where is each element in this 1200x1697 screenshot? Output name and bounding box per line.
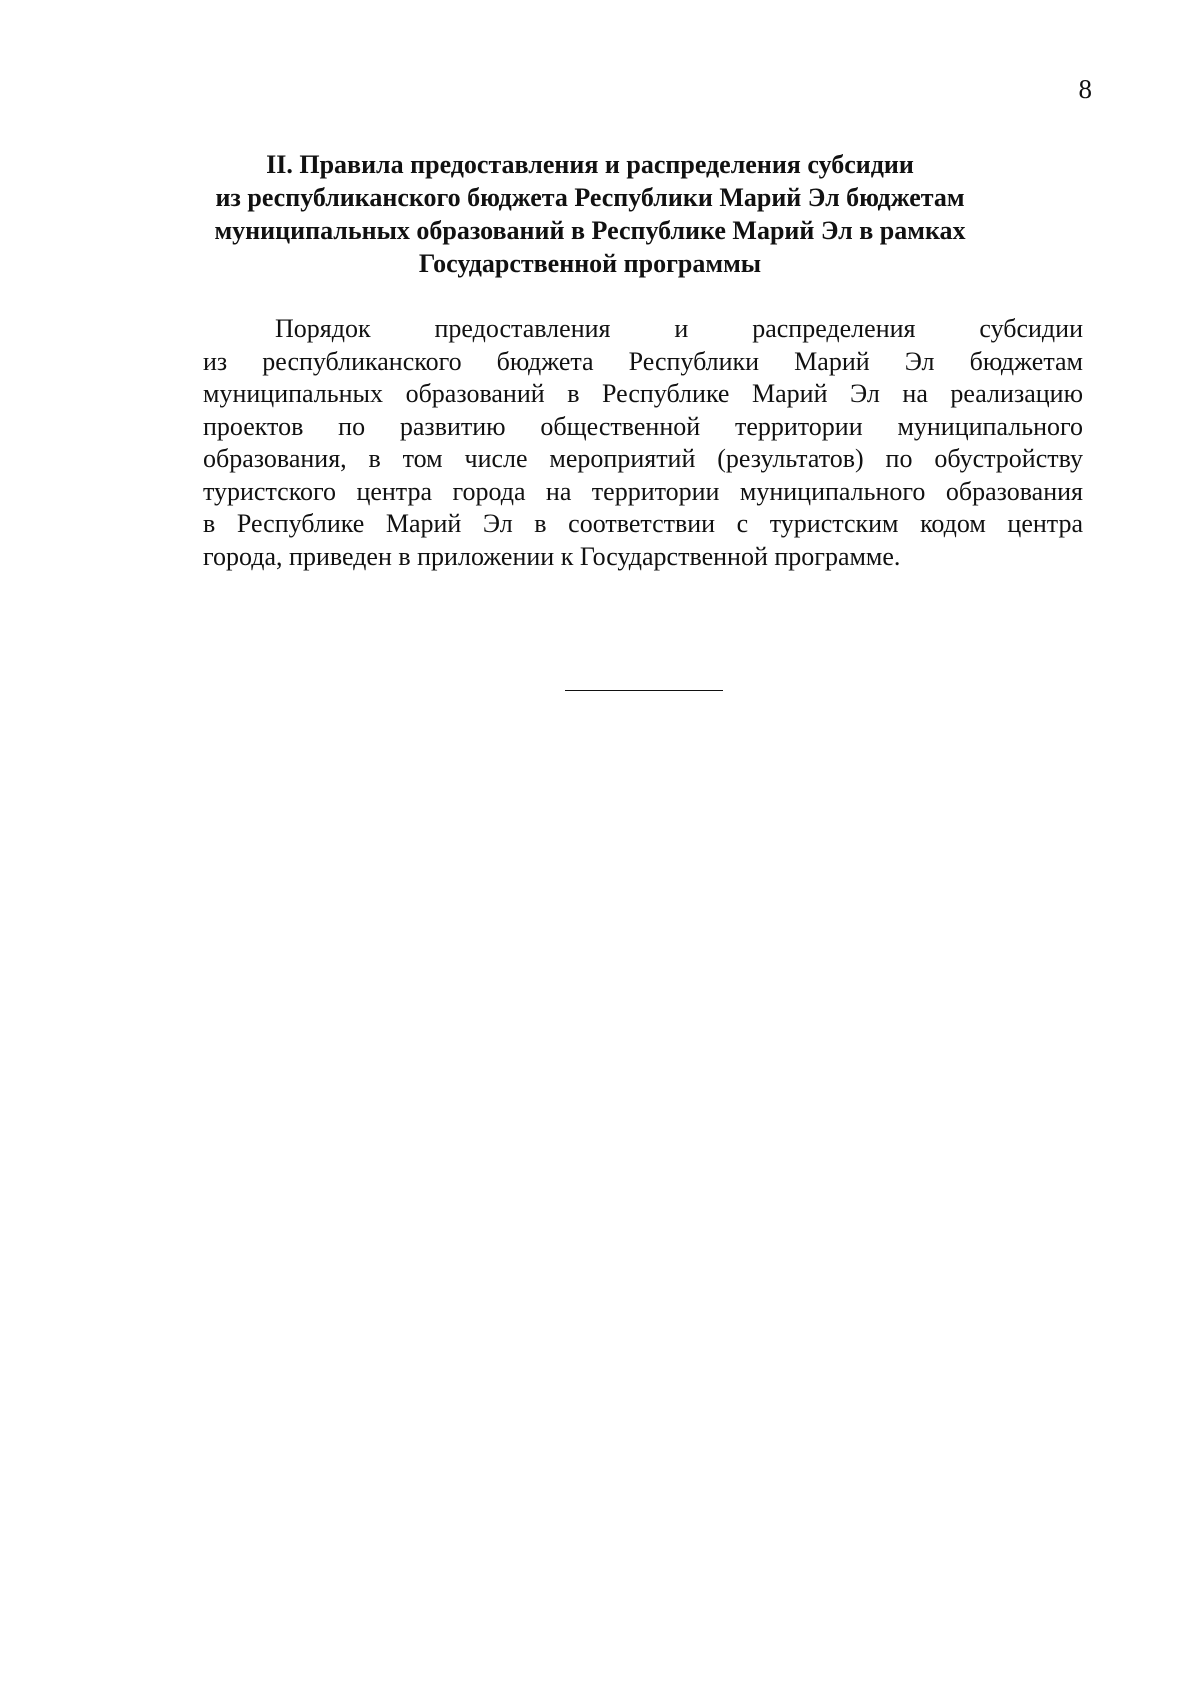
end-divider (565, 690, 723, 691)
paragraph-line: из республиканского бюджета Республики Марий Эл бюджетам (203, 346, 1083, 376)
heading-line: из республиканского бюджета Республики Марий Эл бюджетам (215, 183, 965, 212)
paragraph-line: проектов по развитию общественной территории муниципального (203, 411, 1083, 441)
page-number: 8 (1078, 74, 1092, 104)
heading-line: муниципальных образований в Республике Марий Эл в рамках (214, 216, 966, 245)
heading-line: II. Правила предоставления и распределения субсидии (266, 150, 914, 179)
paragraph-line: в Республике Марий Эл в соответствии с туристским кодом центра (203, 509, 1083, 538)
paragraph-line: Порядок предоставления и распределения субсидии (275, 314, 1083, 343)
section-heading (180, 148, 1000, 280)
body-paragraph (203, 313, 1083, 573)
paragraph-line: образования, в том числе мероприятий (результатов) по обустройству (203, 444, 1083, 473)
paragraph-line: туристского центра города на территории муниципального образования (203, 476, 1083, 506)
heading-line: Государственной программы (418, 249, 762, 278)
paragraph-line: города, приведен в приложении к Государственной программе. (203, 541, 901, 571)
paragraph-line: муниципальных образований в Республике Марий Эл на реализацию (203, 379, 1083, 408)
